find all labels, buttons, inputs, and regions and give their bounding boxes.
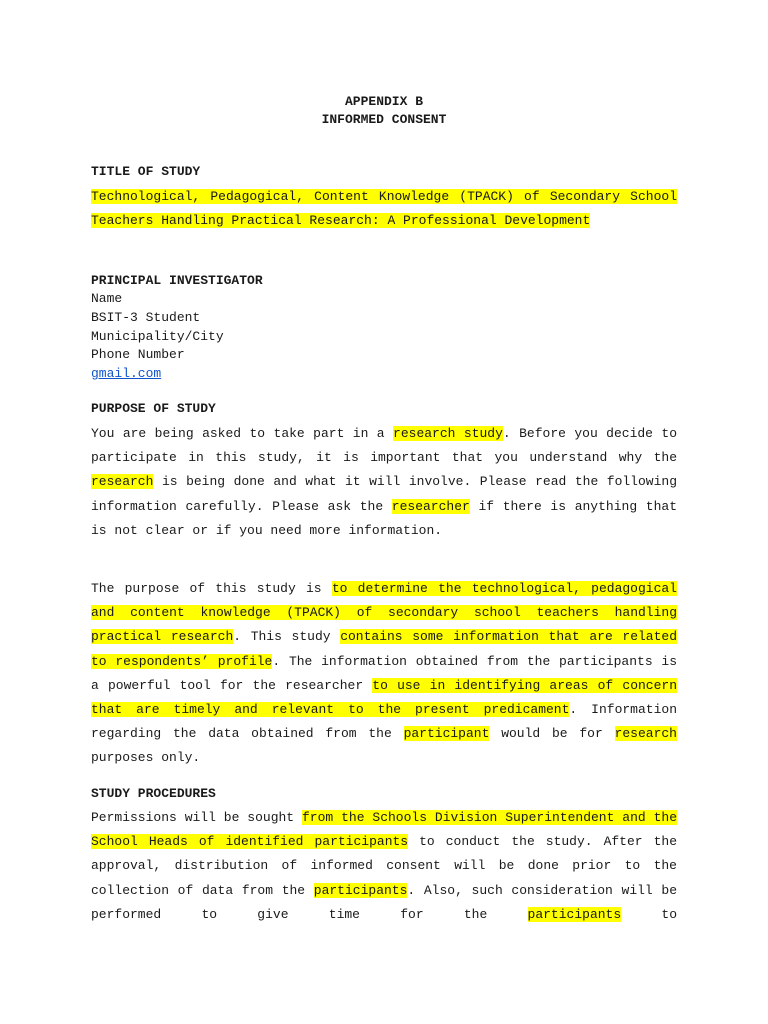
p2-highlight-4: participant	[403, 726, 490, 742]
investigator-phone: Phone Number	[91, 347, 185, 362]
p2-text-5: would be for	[489, 726, 615, 742]
investigator-name: Name	[91, 291, 123, 306]
purpose-heading: PURPOSE OF STUDY	[91, 401, 216, 416]
proc-text-3: . Also, such consideration will be performed to give time for the	[91, 882, 677, 922]
appendix-label: APPENDIX B	[344, 94, 423, 109]
p1-text-3: is being done and what it will involve. Please read the following information carefully. Please ask the	[91, 474, 677, 514]
purpose-paragraph-2	[91, 577, 677, 771]
document-title: INFORMED CONSENT	[321, 112, 447, 127]
p2-text-3: . The information obtained from the participants is a powerful tool for the researcher	[91, 653, 677, 693]
p2-highlight-3: to use in identifying areas of concern that are timely and relevant to the present predicament	[91, 677, 677, 718]
p2-highlight-5: research	[614, 726, 677, 742]
investigator-role: BSIT-3 Student	[91, 310, 201, 325]
purpose-paragraph-1	[91, 422, 677, 543]
title-of-study-heading: TITLE OF STUDY	[91, 164, 201, 179]
study-title-text	[91, 185, 677, 233]
proc-text-4: to	[621, 906, 678, 922]
p2-text-6: purposes only.	[91, 750, 201, 766]
investigator-location: Municipality/City	[91, 329, 224, 344]
principal-investigator-heading: PRINCIPAL INVESTIGATOR	[91, 273, 263, 288]
study-title-highlight: Technological, Pedagogical, Content Knowledge (TPACK) of Secondary School Teachers Handling Practical Research: A Professional Development	[91, 189, 677, 229]
p1-text-1: You are being asked to take part in a	[91, 426, 394, 441]
proc-highlight-2: participants	[313, 882, 408, 898]
proc-highlight-3: participants	[527, 906, 622, 922]
p1-highlight-2: research	[91, 474, 154, 490]
proc-text-2: to conduct the study. After the approval, distribution of informed consent will be done prior to the collection of data from the	[91, 834, 677, 898]
p2-highlight-1: to determine the technological, pedagogical and content knowledge (TPACK) of secondary school teachers handling practical research	[91, 581, 677, 645]
procedures-paragraph-1	[91, 806, 677, 927]
p2-highlight-2: contains some information that are related to respondents’ profile	[91, 629, 677, 669]
proc-text-1: Permissions will be sought	[91, 810, 302, 825]
p2-text-1: The purpose of this study is	[91, 581, 332, 596]
investigator-email-link[interactable]	[91, 365, 161, 384]
procedures-heading: STUDY PROCEDURES	[91, 786, 216, 801]
p1-text-2: . Before you decide to participate in this study, it is important that you understand why the	[91, 426, 678, 466]
p1-highlight-1: research study	[393, 426, 503, 441]
proc-highlight-1: from the Schools Division Superintendent and the School Heads of identified participants	[91, 810, 677, 850]
p2-text-2: . This study	[233, 629, 341, 645]
p2-text-4: . Information regarding the data obtained from the	[91, 702, 677, 742]
p1-text-4: if there is anything that is not clear or if you need more information.	[91, 498, 677, 538]
p1-highlight-3: researcher	[391, 498, 470, 514]
email-link-text[interactable]: gmail.com	[91, 366, 162, 381]
